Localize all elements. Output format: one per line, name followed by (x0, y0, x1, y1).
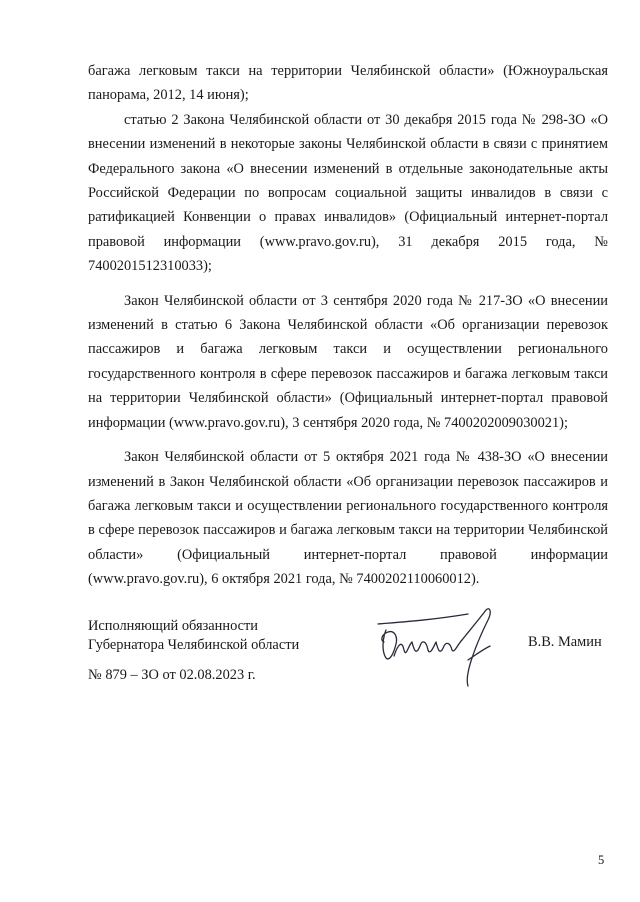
law-number-date: № 879 – ЗО от 02.08.2023 г. (88, 667, 256, 683)
paragraph-article-2-amendment: статью 2 Закона Челябинской области от 30 декабря 2015 года № 298-ЗО «О внесении изменений в некоторые законы Челябинской области в связи с принятием Федерального закона «О внесении изменений в отдельные законодательные акты Российской Федерации по вопросам социальной защиты инвалидов в связи с ратификацией Конвенции о правах инвалидов» (Официальный интернет-портал правовой информации (www.pravo.gov.ru), 31 декабря 2015 года, № 7400201512310033); (88, 111, 608, 275)
handwritten-signature (372, 600, 502, 692)
signatory-title (88, 617, 299, 655)
signatory-title-line-2: Губернатора Челябинской области (88, 637, 300, 653)
paragraph-law-438: Закон Челябинской области от 5 октября 2021 года № 438-ЗО «О внесении изменений в Закон Челябинской области «Об организации перевозок пассажиров и багажа легковым такси и осуществлении регионального государственного контроля в сфере перевозок пассажиров и багажа легковым такси на территории Челябинской области» (Официальный интернет-портал правовой информации (www.pravo.gov.ru), 6 октября 2021 года, № 7400202110060012). (88, 449, 608, 588)
paragraph-continuation: багажа легковым такси на территории Челябинской области» (Южноуральская панорама, 2012, 14 июня); (88, 63, 608, 104)
signatory-name: В.В. Мамин (528, 634, 602, 650)
signatory-title-line-1: Исполняющий обязанности (88, 618, 259, 634)
paragraph-law-217: Закон Челябинской области от 3 сентября 2020 года № 217-ЗО «О внесении изменений в статью 6 Закона Челябинской области «Об организации перевозок пассажиров и багажа легковым такси и осуществлении регионального государственного контроля в сфере перевозок пассажиров и багажа легковым такси на территории Челябинской области» (Официальный интернет-портал правовой информации (www.pravo.gov.ru), 3 сентября 2020 года, № 7400202009030021); (88, 292, 608, 431)
document-body (88, 59, 608, 592)
page-number: 5 (598, 853, 605, 867)
